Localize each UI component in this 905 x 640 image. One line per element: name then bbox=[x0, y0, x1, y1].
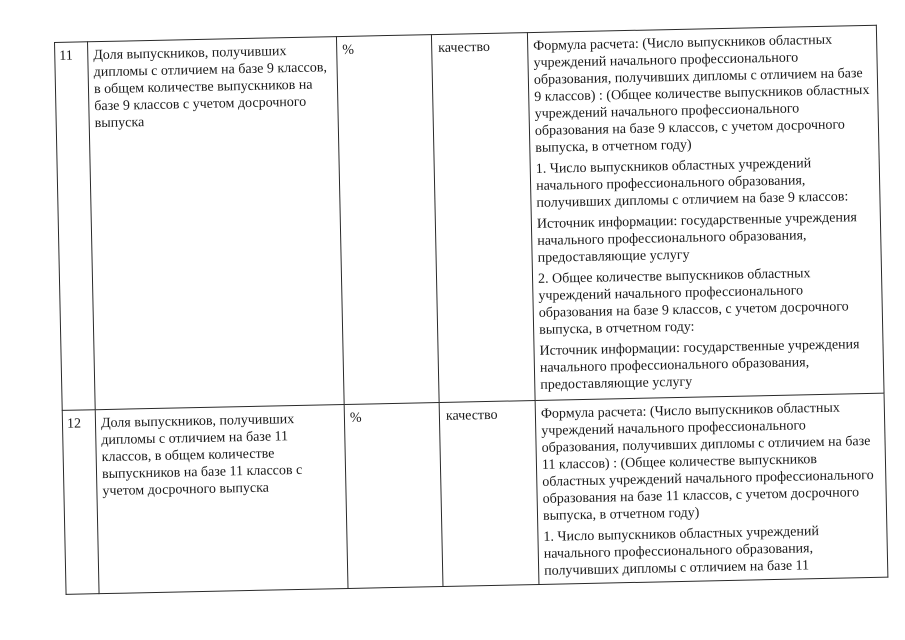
formula-paragraph: 2. Общее количестве выпускников областных учреждений начального профессионального образования на базе 9 классов, с учетом досрочного выпуска, в отчетном году: bbox=[537, 266, 849, 338]
unit-of-measure: % bbox=[336, 35, 439, 405]
formula-paragraph: 1. Число выпускников областных учреждений начального профессионального образования, получивших дипломы с отличием на базе 11 bbox=[543, 524, 820, 579]
indicators-table bbox=[54, 25, 888, 595]
formula-clip bbox=[541, 399, 883, 582]
scanned-table-area bbox=[54, 25, 886, 612]
formula-paragraph: Формула расчета: (Число выпускников областных учреждений начального профессионального образования, получивших дипломы с отличием на базе 11 классов) : (Общее количестве выпускников областных учреждений начального профессионального образования на базе 11 классов, с учетом досрочного выпуска, в отчетном году) bbox=[540, 400, 874, 524]
row-number: 11 bbox=[55, 42, 96, 411]
formula-paragraph: Источник информации: государственные учреждения начального профессионального образования, предоставляющие услугу bbox=[539, 337, 860, 393]
calculation-formula bbox=[527, 25, 884, 400]
indicator-name: Доля выпускников, получивших дипломы с отличием на базе 9 классов, в общем количестве выпускников на базе 9 классов с учетом досрочного выпуска bbox=[88, 37, 345, 410]
unit-of-measure: % bbox=[344, 403, 443, 589]
table-row bbox=[62, 393, 888, 594]
indicator-type: качество bbox=[431, 33, 535, 403]
indicator-type: качество bbox=[439, 401, 539, 587]
table-row bbox=[55, 25, 885, 410]
formula-paragraph: Формула расчета: (Число выпускников областных учреждений начального профессионального образования, получивших дипломы с отличием на базе 9 классов) : (Общее количестве выпускников областных учреждений начального профессионального образования на базе 9 классов, с учетом досрочного выпуска, в отчетном году) bbox=[533, 32, 870, 156]
formula-paragraph: 1. Число выпускников областных учреждений начального профессионального образования, получивших дипломы с отличием на базе 9 классов: bbox=[535, 156, 849, 211]
indicator-name: Доля выпускников, получивших дипломы с отличием на базе 11 классов, в общем количестве выпускников на базе 11 классов с учетом досрочного выпуска bbox=[95, 405, 348, 594]
formula-paragraph: Источник информации: государственные учреждения начального профессионального образования, предоставляющие услугу bbox=[536, 210, 858, 266]
calculation-formula bbox=[535, 393, 888, 584]
row-number: 12 bbox=[62, 410, 99, 595]
